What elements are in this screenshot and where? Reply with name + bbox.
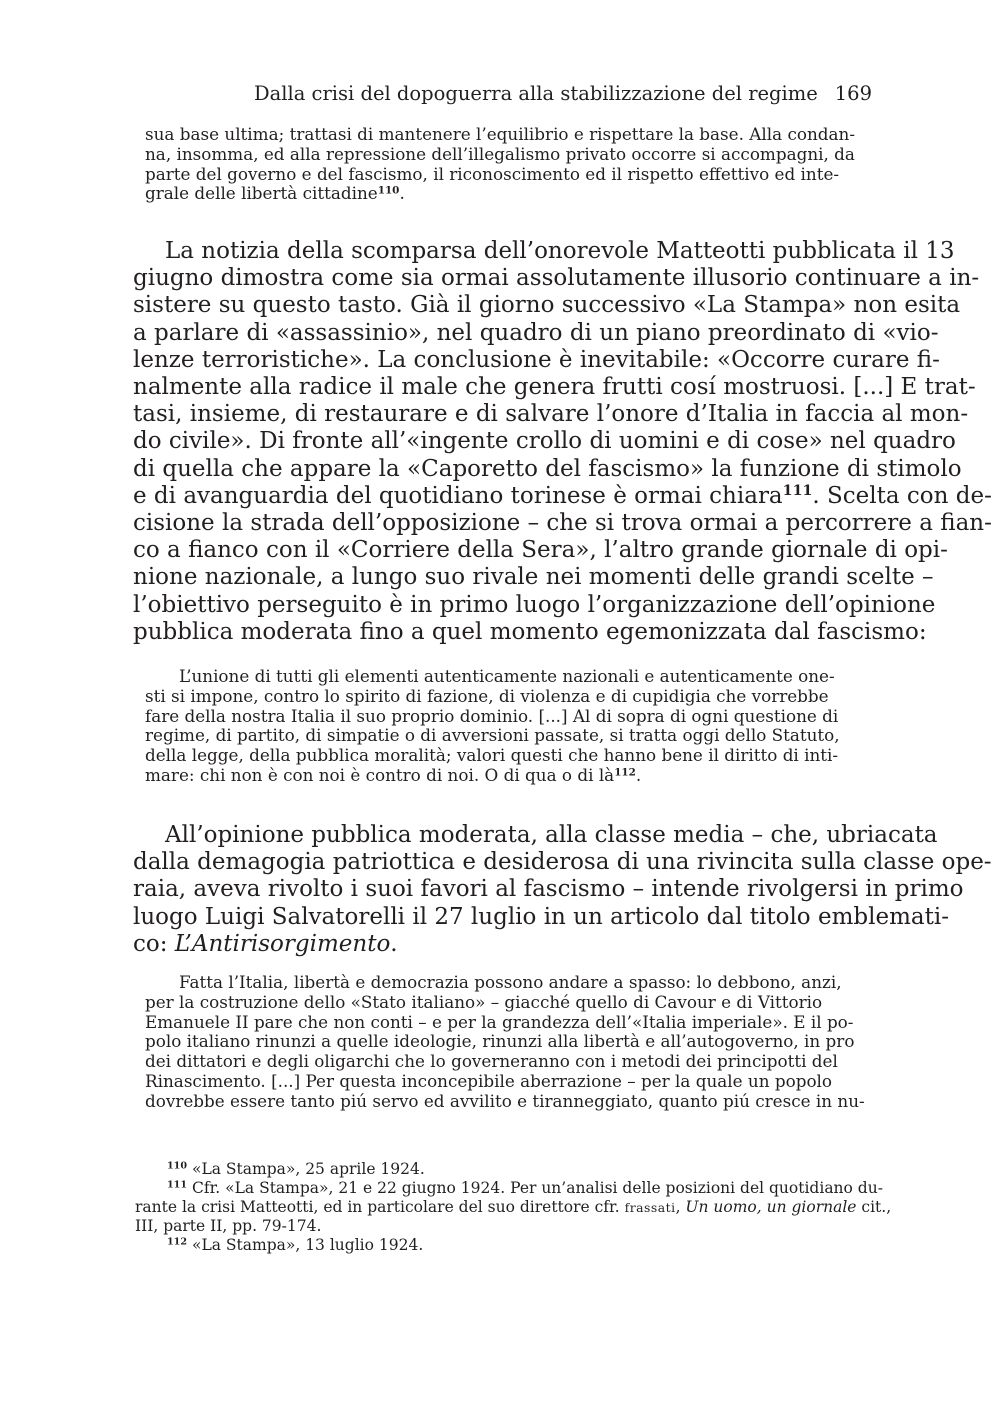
quote-line: fare della nostra Italia il suo proprio dominio. [...] Al di sopra di ogni questione di xyxy=(145,705,839,726)
quote-line: dei dittatori e degli oligarchi che lo governeranno con i metodi dei principotti del xyxy=(145,1051,838,1072)
punctuation: . xyxy=(635,764,642,785)
running-head: Dalla crisi del dopoguerra alla stabilizzazione del regime xyxy=(254,82,818,105)
paragraph-line: a parlare di «assassinio», nel quadro di un piano preordinato di «vio- xyxy=(133,319,939,346)
quote-line: Fatta l’Italia, libertà e democrazia possono andare a spasso: lo debbono, anzi, xyxy=(179,972,842,992)
paragraph-text: . Scelta con de- xyxy=(812,482,992,509)
footnote-ref-110[interactable]: 110 xyxy=(377,184,400,197)
body-paragraph-1 xyxy=(133,238,992,646)
quote-line: regime, di partito, di simpatie o di avversioni passate, si tratta oggi dello Statuto, xyxy=(145,725,840,746)
footnote-number: 110 xyxy=(167,1160,188,1172)
quote-line: per la costruzione dello «Stato italiano» – giacché quello di Cavour e di Vittorio xyxy=(145,991,823,1012)
paragraph-line: nalmente alla radice il male che genera frutti cosí mostruosi. [...] E trat- xyxy=(133,374,976,401)
paragraph-line: di quella che appare la «Caporetto del fascismo» la funzione di stimolo xyxy=(133,455,962,482)
footnote-text: Cfr. «La Stampa», 21 e 22 giugno 1924. Per un’analisi delle posizioni del quotidiano du- xyxy=(191,1178,883,1197)
footnote-text: , xyxy=(675,1197,686,1216)
paragraph-line: tasi, insieme, di restaurare e di salvare l’onore d’Italia in faccia al mon- xyxy=(133,401,969,428)
footnote-text: rante la crisi Matteotti, ed in particolare del suo direttore cfr. xyxy=(135,1197,625,1216)
punctuation: . xyxy=(399,183,405,204)
paragraph-line xyxy=(133,482,992,510)
paragraph-line: raia, aveva rivolto i suoi favori al fascismo – intende rivolgersi in primo xyxy=(133,876,964,903)
quote-line: sua base ultima; trattasi di mantenere l’equilibrio e rispettare la base. Alla condan- xyxy=(145,124,855,144)
paragraph-line: cisione la strada dell’opposizione – che si trova ormai a percorrere a fian- xyxy=(133,510,992,537)
paragraph-line xyxy=(133,931,870,958)
quote-line: parte del governo e del fascismo, il riconoscimento ed il rispetto effettivo ed inte- xyxy=(145,163,840,184)
punctuation: . xyxy=(390,930,398,957)
quote-line: na, insomma, ed alla repressione dell’illegalismo privato occorre si accompagni, da xyxy=(145,143,855,164)
body-paragraph-2 xyxy=(133,822,992,958)
footnote-111 xyxy=(135,1178,883,1198)
footnote-number: 111 xyxy=(167,1179,188,1191)
article-title: L’Antirisorgimento xyxy=(174,930,391,957)
footnote-111-line: III, parte II, pp. 79-174. xyxy=(135,1217,322,1236)
footnote-ref-111[interactable]: 111 xyxy=(782,483,813,499)
paragraph-line: luogo Luigi Salvatorelli il 27 luglio in un articolo dal titolo emblemati- xyxy=(133,903,949,930)
page-number: 169 xyxy=(834,82,872,105)
paragraph-line: do civile». Di fronte all’«ingente crollo di uomini e di cose» nel quadro xyxy=(133,428,956,455)
paragraph-line: giugno dimostra come sia ormai assolutamente illusorio continuare a in- xyxy=(133,265,980,292)
paragraph-line: nione nazionale, a lungo suo rivale nei momenti delle grandi scelte – xyxy=(133,564,934,591)
paragraph-line: La notizia della scomparsa dell’onorevole Matteotti pubblicata il 13 xyxy=(165,238,955,264)
footnote-ref-112[interactable]: 112 xyxy=(614,766,636,779)
quote-line: L’unione di tutti gli elementi autenticamente nazionali e autenticamente one- xyxy=(179,666,835,686)
quote-line: Rinascimento. [...] Per questa inconcepibile aberrazione – per la quale un popolo xyxy=(145,1070,833,1091)
quote-line: della legge, della pubblica moralità; valori questi che hanno bene il diritto di inti- xyxy=(145,745,839,766)
footnote-text: «La Stampa», 13 luglio 1924. xyxy=(191,1236,424,1255)
footnote-110 xyxy=(135,1160,872,1179)
footnote-111-line xyxy=(135,1197,892,1218)
quote-line: polo italiano rinunzi a quelle ideologie, rinunzi alla libertà e all’autogoverno, in pro xyxy=(145,1031,855,1052)
author-smallcaps: frassati xyxy=(624,1199,676,1215)
quote-line xyxy=(145,184,872,204)
quote-text: mare: chi non è con noi è contro di noi. O di qua o di là xyxy=(145,764,615,785)
block-quote-1 xyxy=(145,125,872,204)
paragraph-line: All’opinione pubblica moderata, alla classe media – che, ubriacata xyxy=(165,822,938,848)
paragraph-line: l’obiettivo perseguito è in primo luogo l’organizzazione dell’opinione xyxy=(133,591,936,618)
quote-line xyxy=(145,766,872,786)
paragraph-line: lenze terroristiche». La conclusione è inevitabile: «Occorre curare fi- xyxy=(133,346,940,373)
book-title: Un uomo, un giornale xyxy=(685,1197,857,1216)
paragraph-text: e di avanguardia del quotidiano torinese è ormai chiara xyxy=(133,482,783,509)
block-quote-3 xyxy=(145,973,872,1112)
paragraph-line: pubblica moderata fino a quel momento egemonizzata dal fascismo: xyxy=(133,618,927,645)
footnotes xyxy=(135,1160,892,1255)
quote-line: sti si impone, contro lo spirito di fazione, di violenza e di cupidigia che vorrebbe xyxy=(145,685,829,706)
quote-line: dovrebbe essere tanto piú servo ed avvilito e tiranneggiato, quanto piú cresce in nu- xyxy=(145,1090,865,1111)
block-quote-2 xyxy=(145,667,872,786)
paragraph-line: co a fianco con il «Corriere della Sera», l’altro grande giornale di opi- xyxy=(133,537,948,564)
paragraph-line: dalla demagogia patriottica e desiderosa di una rivincita sulla classe ope- xyxy=(133,849,992,876)
quote-text: grale delle libertà cittadine xyxy=(145,183,378,204)
footnote-text: cit., xyxy=(856,1197,892,1216)
footnote-number: 112 xyxy=(167,1236,188,1248)
paragraph-line: sistere su questo tasto. Già il giorno successivo «La Stampa» non esita xyxy=(133,292,961,319)
footnote-112 xyxy=(135,1236,872,1255)
quote-line: Emanuele II pare che non conti – e per la grandezza dell’«Italia imperiale». E il po- xyxy=(145,1011,854,1032)
paragraph-text: co: xyxy=(133,930,175,957)
footnote-text: «La Stampa», 25 aprile 1924. xyxy=(191,1160,425,1178)
